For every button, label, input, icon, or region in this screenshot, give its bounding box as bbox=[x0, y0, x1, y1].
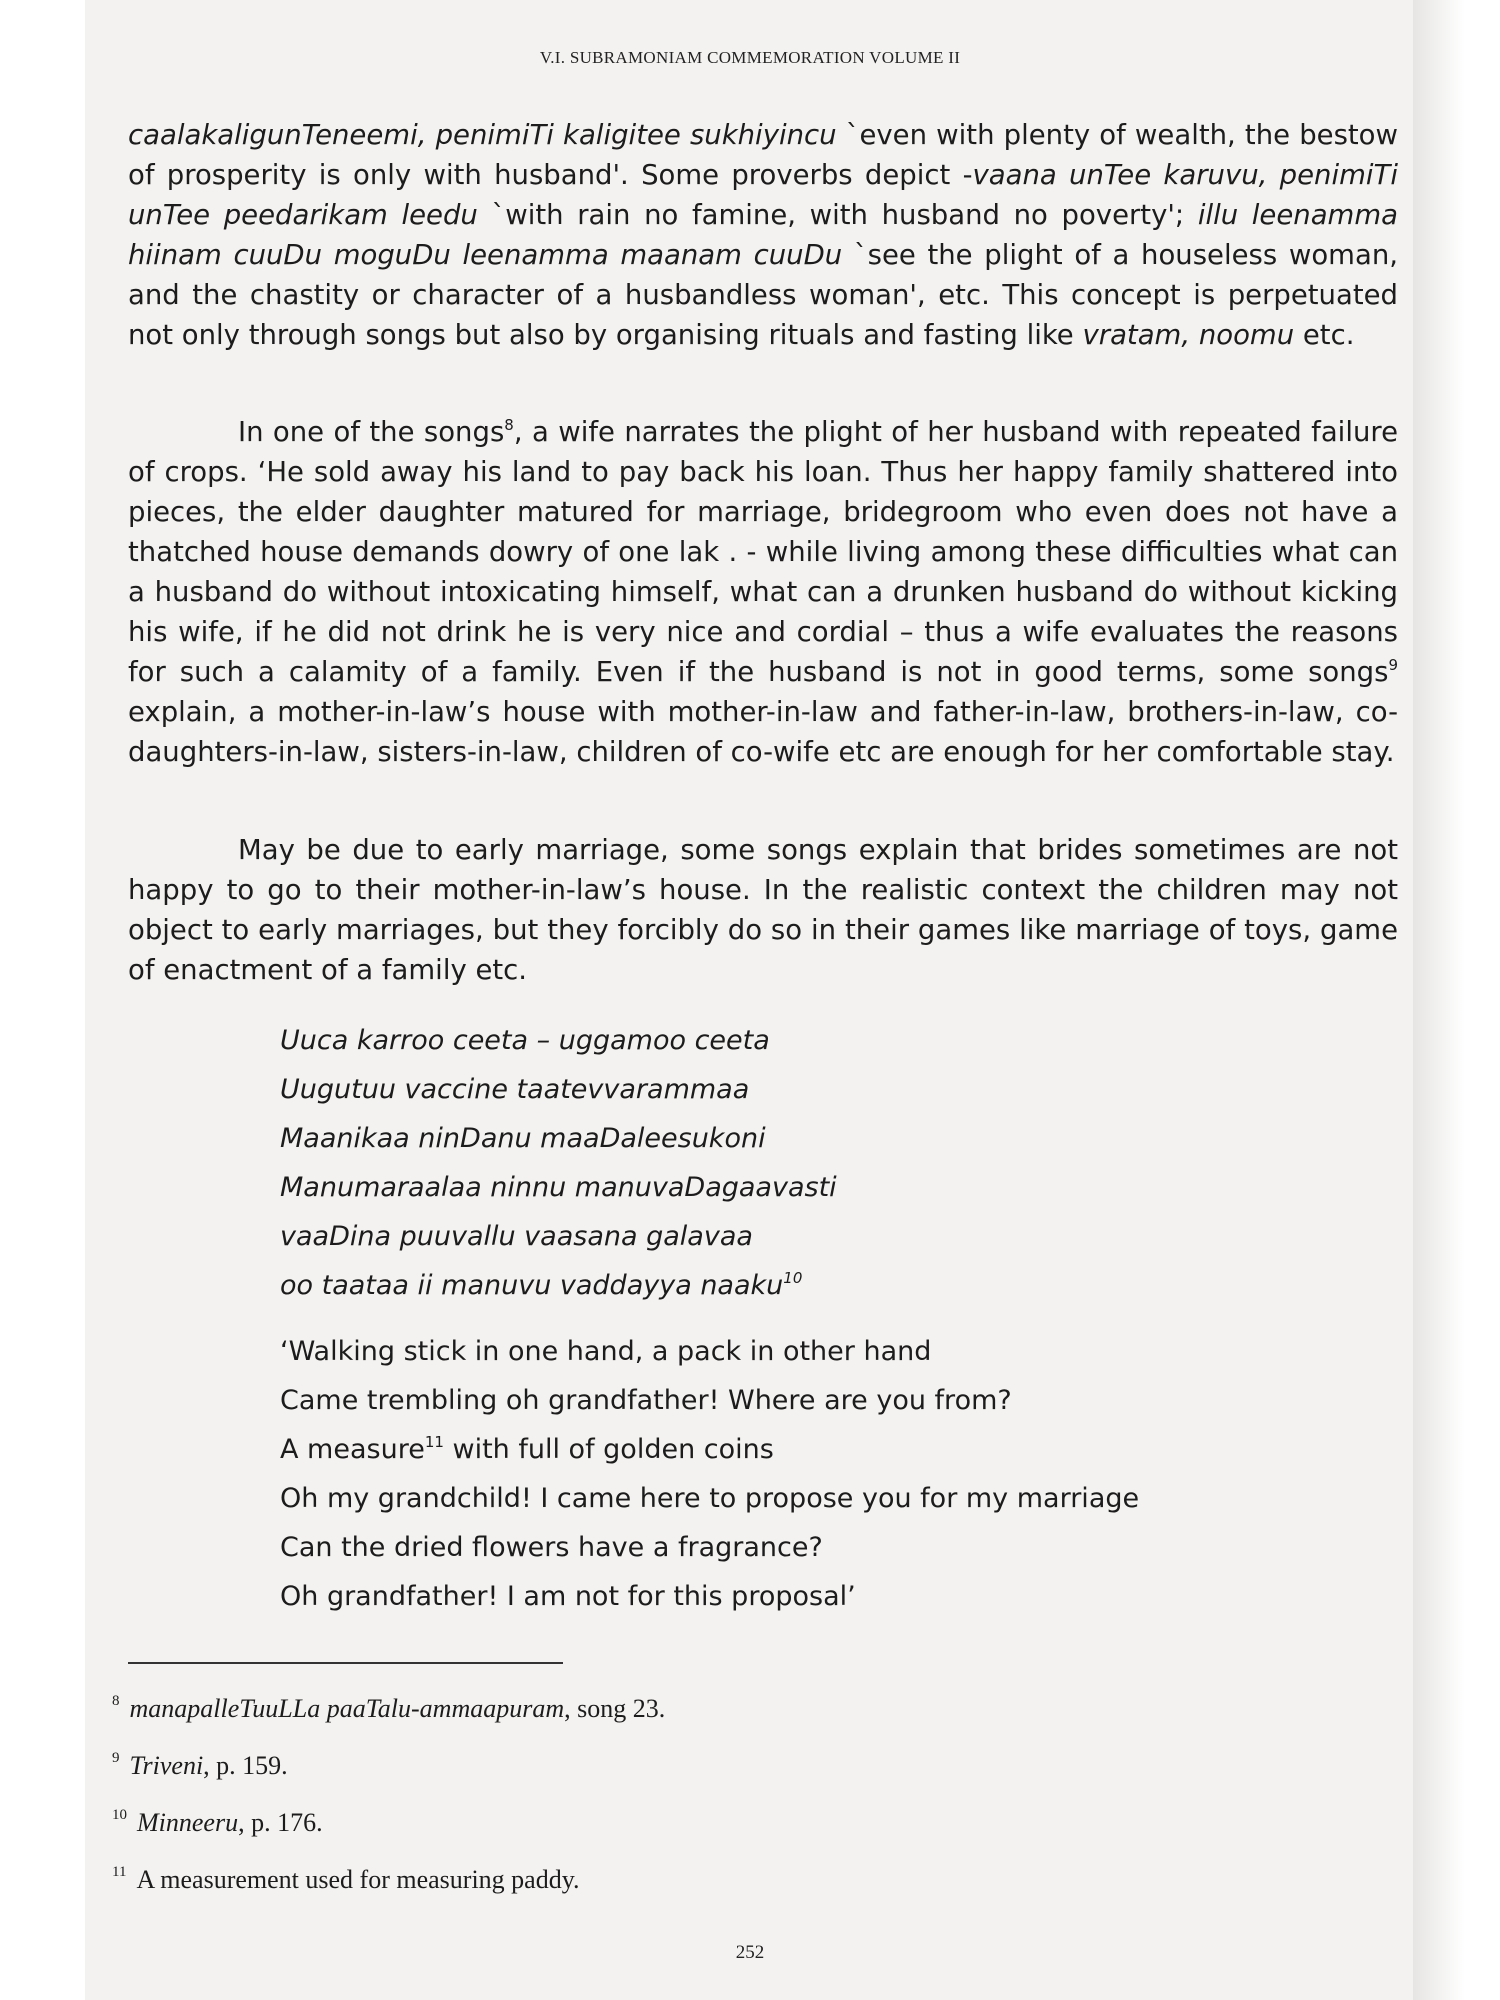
footnote-text: , p. 176. bbox=[238, 1808, 323, 1837]
verse-line-text: oo taataa ii manuvu vaddayya naaku bbox=[280, 1270, 784, 1301]
english-translation bbox=[280, 1327, 1280, 1621]
telugu-proverb-2: vaana unTee karuvu, penimiTi unTee peedarikam leedu bbox=[128, 159, 1398, 231]
paragraph-2 bbox=[128, 412, 1398, 772]
footnote-title: manapalleTuuLLa paaTalu-ammaapuram bbox=[129, 1694, 565, 1723]
paragraph-3: May be due to early marriage, some songs explain that brides sometimes are not happy to go to their mother-in-law’s house. In the realistic context the children may not object to early marriages, but they forcibly do so in their games like marriage of toys, game of enactment of a family etc. bbox=[128, 834, 1398, 986]
verse-line: vaaDina puuvallu vaasana galavaa bbox=[280, 1221, 753, 1252]
footnotes bbox=[112, 1680, 1312, 1908]
translation-line: Oh my grandchild! I came here to propose you for my marriage bbox=[280, 1483, 1140, 1514]
footnote-number: 10 bbox=[112, 1807, 127, 1823]
paragraph-1-text-c: `see the plight of a houseless woman, and the chastity or character of a husbandless woman', etc. This concept is perpetuated not only through songs but also by organising rituals and fasting like bbox=[128, 239, 1398, 351]
paragraph-1 bbox=[128, 115, 1398, 355]
translation-line: Came trembling oh grandfather! Where are you from? bbox=[280, 1385, 1012, 1416]
footnote-title: Triveni bbox=[129, 1751, 204, 1780]
footnote-ref-10: 10 bbox=[783, 1269, 803, 1287]
paragraph-2-text-a: In one of the songs bbox=[238, 416, 505, 448]
footnote-title: Minneeru bbox=[137, 1808, 239, 1837]
translation-line: ‘Walking stick in one hand, a pack in other hand bbox=[280, 1336, 932, 1367]
page-gutter bbox=[1413, 0, 1500, 2000]
footnote-9 bbox=[112, 1737, 1312, 1794]
telugu-verse bbox=[280, 1016, 1280, 1310]
paragraph-2-text-b: , a wife narrates the plight of her husband with repeated failure of crops. ‘He sold away his land to pay back his loan. Thus her happy family shattered into pieces, the elder daughter matured for marriage, bridegroom who even does not have a thatched house demands dowry of one lak . - while living among these difficulties what can a husband do without intoxicating himself, what can a drunken husband do without kicking his wife, if he did not drink he is very nice and cordial – thus a wife evaluates the reasons for such a calamity of a family. Even if the husband is not in good terms, some songs bbox=[128, 416, 1399, 688]
footnote-ref-8: 8 bbox=[504, 415, 514, 434]
running-header: V.I. SUBRAMONIAM COMMEMORATION VOLUME II bbox=[539, 48, 961, 67]
verse-line: Uuca karroo ceeta – uggamoo ceeta bbox=[280, 1025, 770, 1056]
verse-line: Uugutuu vaccine taatevvarammaa bbox=[280, 1074, 750, 1105]
verse-line bbox=[280, 1261, 1280, 1310]
paragraph-2-text-c: explain, a mother-in-law’s house with mother-in-law and father-in-law, brothers-in-law, co-daughters-in-law, sisters-in-law, children of co-wife etc are enough for her comfortable stay. bbox=[128, 696, 1398, 768]
paragraph-1-text-b: `with rain no famine, with husband no poverty'; bbox=[477, 199, 1198, 231]
footnote-number: 11 bbox=[112, 1864, 127, 1880]
translation-line bbox=[280, 1425, 1280, 1474]
footnote-text: , song 23. bbox=[564, 1694, 666, 1723]
footnote-ref-11: 11 bbox=[424, 1433, 444, 1451]
footnote-divider bbox=[128, 1662, 563, 1664]
page-number: 252 bbox=[735, 1942, 765, 1963]
footnote-number: 8 bbox=[112, 1693, 120, 1709]
footnote-11 bbox=[112, 1851, 1312, 1908]
translation-line-text-a: A measure bbox=[280, 1434, 425, 1465]
ritual-terms: vratam, noomu bbox=[1082, 319, 1295, 351]
paragraph-1-text-d: etc. bbox=[1294, 319, 1355, 351]
footnote-8 bbox=[112, 1680, 1312, 1737]
translation-line: Can the dried flowers have a fragrance? bbox=[280, 1532, 823, 1563]
footnote-text: , p. 159. bbox=[203, 1751, 288, 1780]
verse-line: Manumaraalaa ninnu manuvaDagaavasti bbox=[280, 1172, 837, 1203]
translation-line-text-b: with full of golden coins bbox=[443, 1434, 774, 1465]
telugu-proverb-3: illu leenamma hiinam cuuDu moguDu leenamma maanam cuuDu bbox=[128, 199, 1398, 271]
footnote-number: 9 bbox=[112, 1750, 120, 1766]
paragraph-1-text-a: `even with plenty of wealth, the bestow of prosperity is only with husband'. Some proverbs depict - bbox=[128, 119, 1398, 191]
footnote-text: A measurement used for measuring paddy. bbox=[136, 1865, 580, 1894]
verse-line: Maanikaa ninDanu maaDaleesukoni bbox=[280, 1123, 766, 1154]
telugu-proverb-1: caalakaligunTeneemi, penimiTi kaligitee sukhiyincu bbox=[128, 119, 837, 151]
footnote-ref-9: 9 bbox=[1388, 655, 1398, 674]
translation-line: Oh grandfather! I am not for this proposal’ bbox=[280, 1581, 856, 1612]
footnote-10 bbox=[112, 1794, 1312, 1851]
